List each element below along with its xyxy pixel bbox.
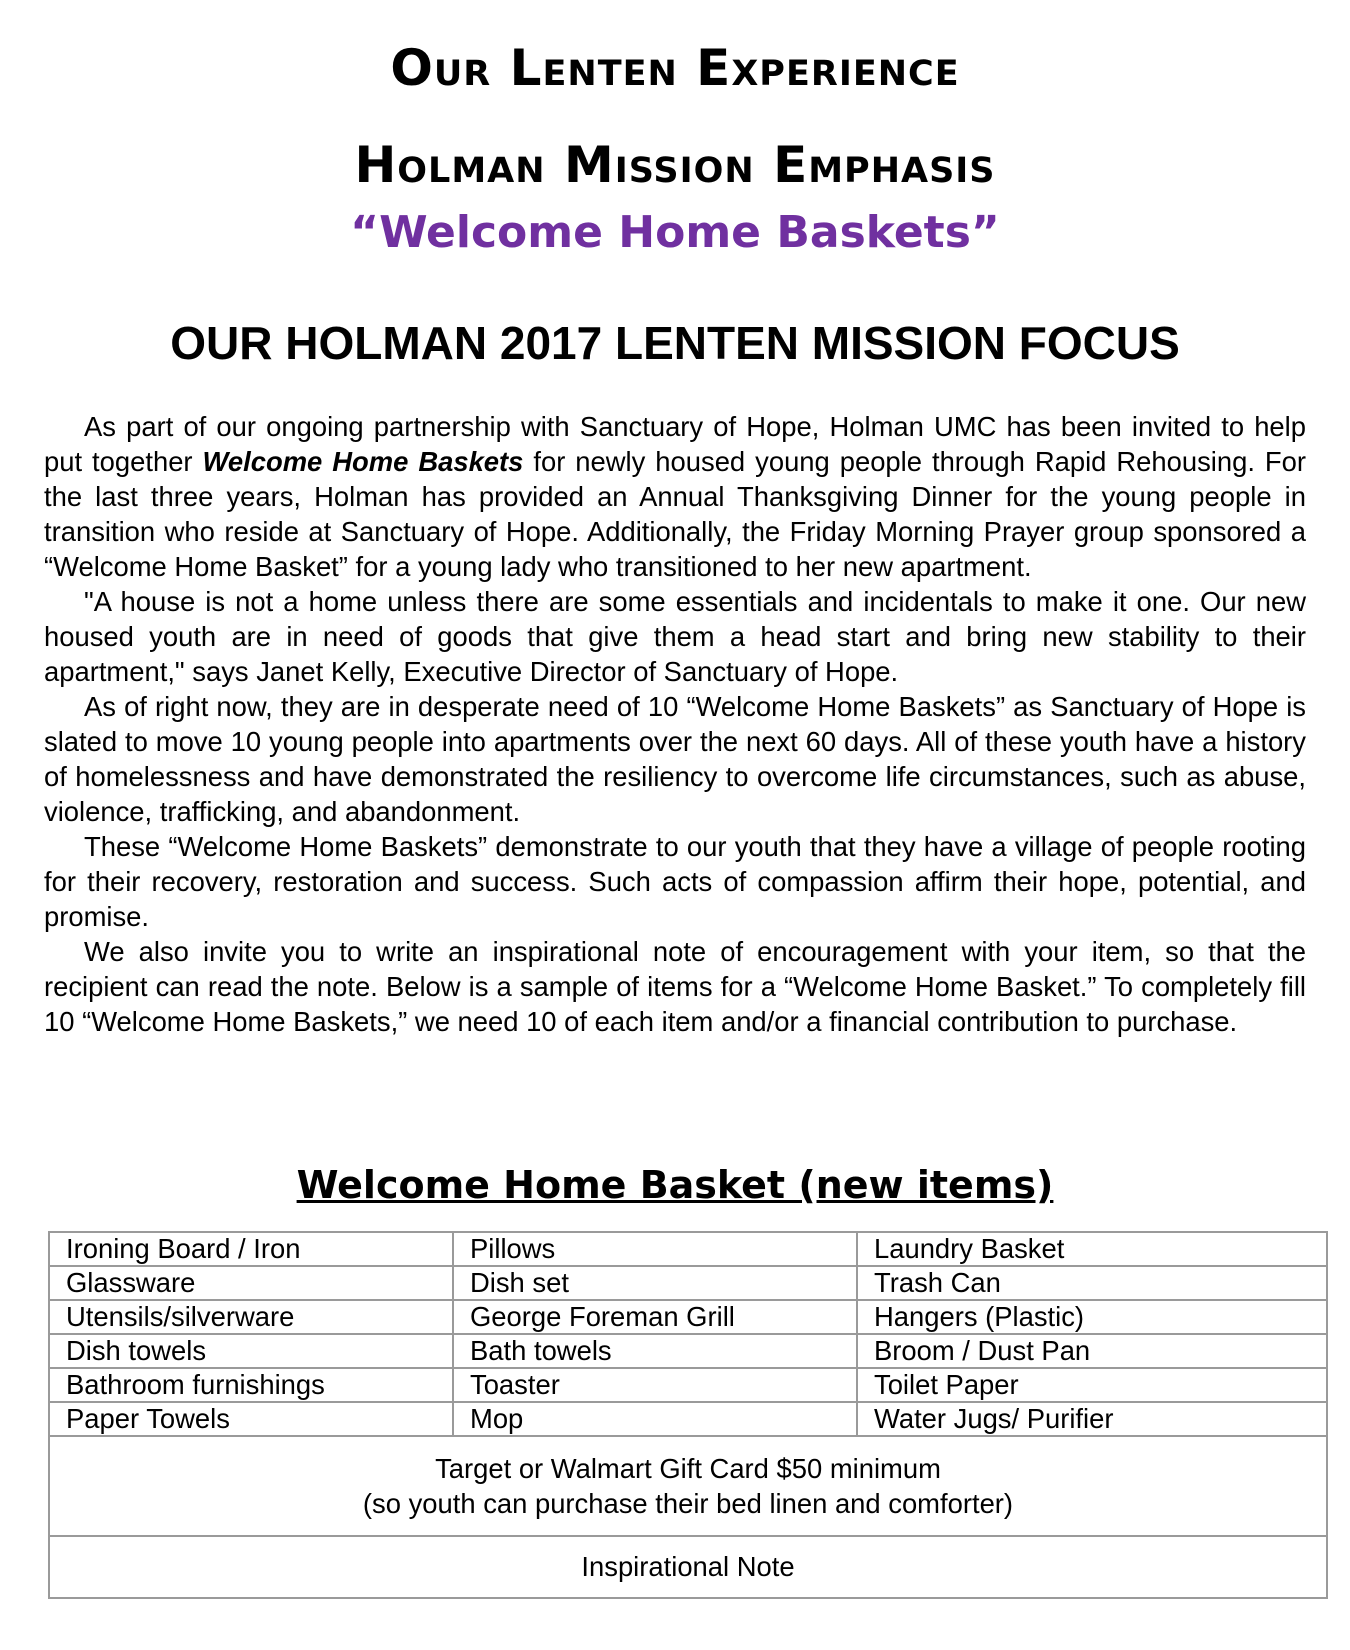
gift-card-cell (49, 1436, 1327, 1536)
basket-table-title: Welcome Home Basket (new items) (296, 1163, 1054, 1207)
table-cell: Trash Can (857, 1266, 1327, 1300)
table-cell: Toaster (453, 1368, 857, 1402)
table-cell: Dish towels (49, 1334, 453, 1368)
table-row (49, 1300, 1327, 1334)
gift-card-line: Target or Walmart Gift Card $50 minimum (435, 1453, 941, 1484)
gift-card-note: (so youth can purchase their bed linen and comforter) (362, 1488, 1014, 1519)
table-cell: Toilet Paper (857, 1368, 1327, 1402)
table-cell: Glassware (49, 1266, 453, 1300)
paragraph-1-end: for newly housed young people through Rapid Rehousing. For the last three years, Holman has provided an Annual Thanksgiving Dinner for the young people in transition who reside at Sanctuary of Hope. Additionally, the Friday Morning Prayer group sponsored a “Welcome Home Basket” for a young lady who transitioned to her new apartment. (44, 446, 1306, 582)
table-cell: Bathroom furnishings (49, 1368, 453, 1402)
paragraph-4: These “Welcome Home Baskets” demonstrate to our youth that they have a village of people rooting for their recovery, restoration and success. Such acts of compassion affirm their hope, potential, and promise. (44, 831, 1306, 932)
inspirational-note-cell: Inspirational Note (49, 1536, 1327, 1598)
table-cell: Ironing Board / Iron (49, 1232, 453, 1266)
table-cell: Laundry Basket (857, 1232, 1327, 1266)
table-cell: Mop (453, 1402, 857, 1436)
table-row (49, 1402, 1327, 1436)
table-cell: Hangers (Plastic) (857, 1300, 1327, 1334)
paragraph-2: "A house is not a home unless there are some essentials and incidentals to make it one. Our new housed youth are in need of goods that give them a head start and bring new stability to their apartment," says Janet Kelly, Executive Director of Sanctuary of Hope. (44, 586, 1306, 687)
focus-title: OUR HOLMAN 2017 LENTEN MISSION FOCUS (170, 317, 1180, 369)
table-cell: Paper Towels (49, 1402, 453, 1436)
gift-card-row (49, 1436, 1327, 1536)
body-text (44, 409, 1306, 1039)
table-row (49, 1334, 1327, 1368)
paragraph-3: As of right now, they are in desperate need of 10 “Welcome Home Baskets” as Sanctuary of Hope is slated to move 10 young people into apartments over the next 60 days. All of these youth have a history of homelessness and have demonstrated the resiliency to overcome life circumstances, such as abuse, violence, trafficking, and abandonment. (44, 691, 1306, 827)
subtitle: “Welcome Home Baskets” (350, 207, 1000, 258)
emphasis-text: Welcome Home Baskets (202, 446, 524, 477)
mission-heading: Holman Mission Emphasis (354, 136, 996, 194)
table-cell: Pillows (453, 1232, 857, 1266)
table-cell: Utensils/silverware (49, 1300, 453, 1334)
paragraph-1-start: As part of our ongoing partnership with Sanctuary of Hope, Holman UMC has been invited to help put together (44, 411, 1306, 477)
table-row (49, 1232, 1327, 1266)
table-cell: Broom / Dust Pan (857, 1334, 1327, 1368)
note-row (49, 1536, 1327, 1598)
paragraph-5: We also invite you to write an inspirational note of encouragement with your item, so that the recipient can read the note. Below is a sample of items for a “Welcome Home Basket.” To completely fill 10 “Welcome Home Baskets,” we need 10 of each item and/or a financial contribution to purchase. (44, 936, 1306, 1037)
paragraph-1 (44, 409, 1306, 584)
basket-items-table (48, 1231, 1328, 1599)
table-cell: Dish set (453, 1266, 857, 1300)
table-row (49, 1266, 1327, 1300)
table-cell: Water Jugs/ Purifier (857, 1402, 1327, 1436)
table-cell: Bath towels (453, 1334, 857, 1368)
table-cell: George Foreman Grill (453, 1300, 857, 1334)
table-row (49, 1368, 1327, 1402)
page-heading: Our Lenten Experience (390, 39, 960, 97)
